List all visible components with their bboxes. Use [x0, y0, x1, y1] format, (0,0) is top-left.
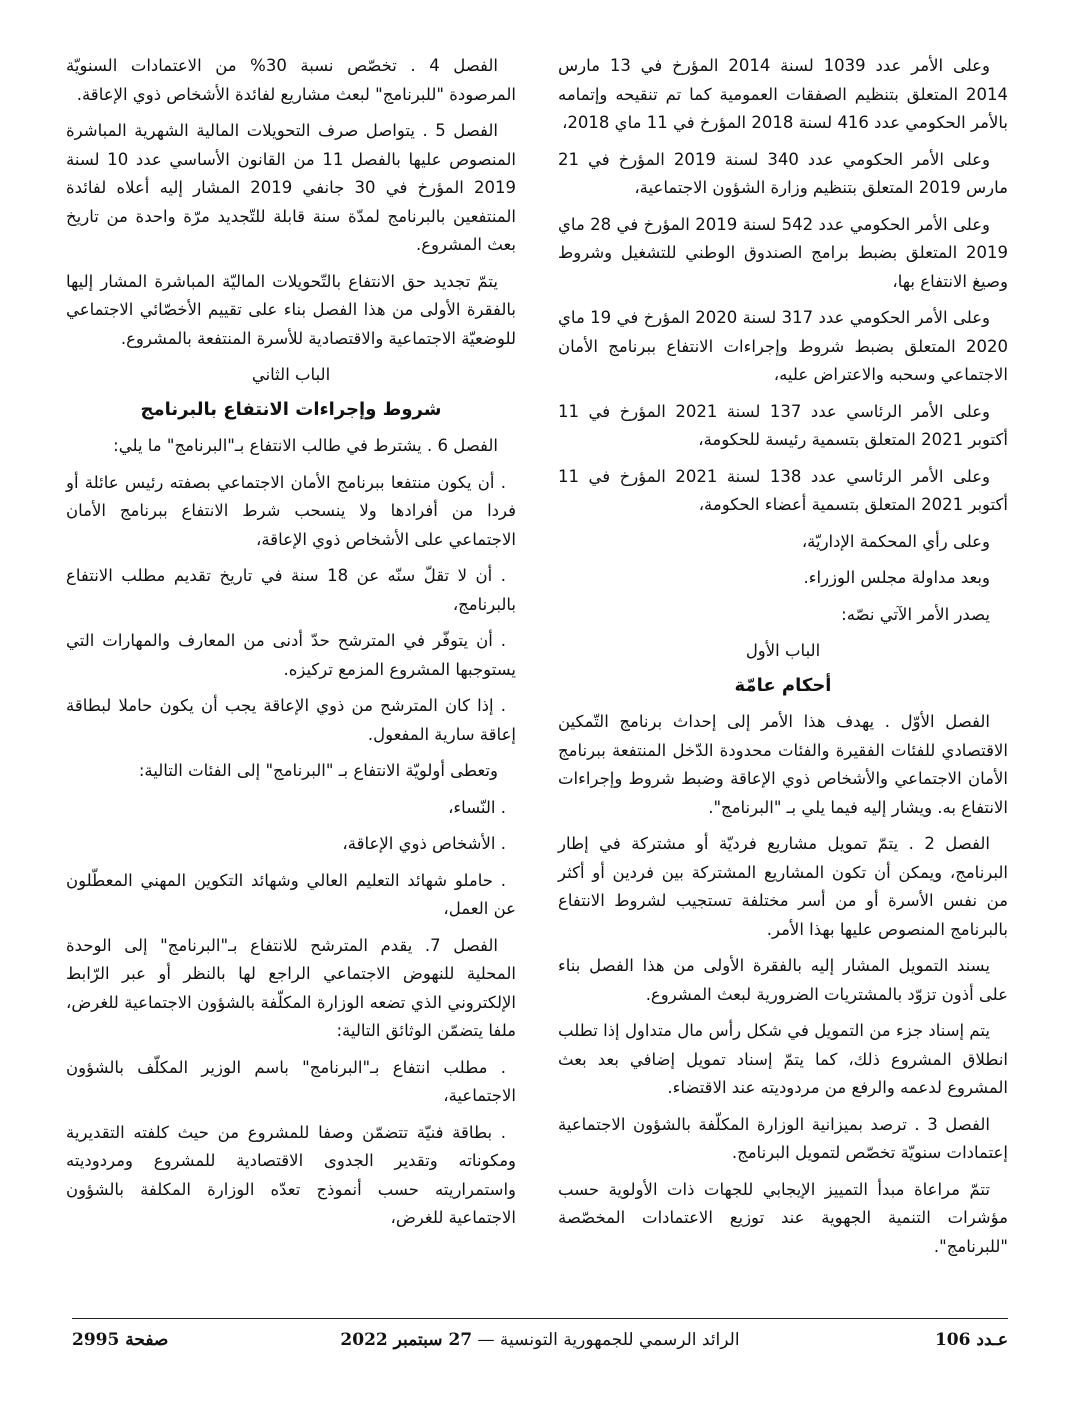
recital-paragraph: وعلى الأمر الرئاسي عدد 137 لسنة 2021 المؤرخ في 11 أكتوبر 2021 المتعلق بتسمية رئيسة للحكومة،: [558, 401, 1008, 449]
list-item: . حاملو شهائد التعليم العالي وشهائد التكوين المهني المعطّلون عن العمل،: [66, 870, 516, 918]
list-item: . النّساء،: [448, 797, 506, 817]
article-1: الفصل الأوّل . يهدف هذا الأمر إلى إحداث برنامج التّمكين الاقتصادي للفئات الفقيرة والفئات محدودة الدّخل المنتفعة ببرنامج الأمان الاجتماعي والأشخاص ذوي الإعاقة وضبط شروط وإجراءات الانتفاع به. ويشار إليه فيما يلي بـ "البرنامج".: [558, 712, 1008, 817]
article-4: الفصل 4 . تخصّص نسبة 30% من الاعتمادات السنويّة المرصودة "للبرنامج" لبعث مشاريع لفائدة الأشخاص ذوي الإعاقة.: [66, 56, 516, 104]
recital-paragraph: وعلى الأمر الحكومي عدد 340 لسنة 2019 المؤرخ في 21 مارس 2019 المتعلق بتنظيم وزارة الشؤون الاجتماعية،: [558, 149, 1008, 197]
list-item: . أن يتوفّر في المترشح حدّ أدنى من المعارف والمهارات التي يستوجبها المشروع المزمع تركيزه.: [66, 631, 516, 679]
recital-paragraph: وعلى رأي المحكمة الإداريّة،: [801, 531, 990, 551]
article-2-paragraph: يسند التمويل المشار إليه بالفقرة الأولى من هذا الفصل بناء على أذون تزوّد بالمشتريات الضرورية لبعث المشروع.: [558, 956, 1008, 1004]
article-3-paragraph: تتمّ مراعاة مبدأ التمييز الإيجابي للجهات ذات الأولوية حسب مؤشرات التنمية الجهوية عند توزيع الاعتمادات المخصّصة "للبرنامج".: [558, 1179, 1008, 1256]
recital-paragraph: وعلى الأمر الحكومي عدد 317 لسنة 2020 المؤرخ في 19 ماي 2020 المتعلق بضبط شروط وإجراءات الانتفاع ببرنامج الأمان الاجتماعي وسحبه والاعتراض عليه،: [558, 308, 1008, 384]
recital-paragraph: وعلى الأمر الرئاسي عدد 138 لسنة 2021 المؤرخ في 11 أكتوبر 2021 المتعلق بتسمية أعضاء الحكومة،: [558, 466, 1008, 514]
chapter-title: أحكام عامّة: [734, 674, 832, 696]
right-column: [558, 52, 1008, 1269]
list-item: . أن لا تقلّ سنّه عن 18 سنة في تاريخ تقديم مطلب الانتفاع بالبرنامج،: [66, 566, 516, 614]
recital-paragraph: وبعد مداولة مجلس الوزراء.: [803, 568, 990, 587]
article-2-paragraph: يتم إسناد جزء من التمويل في شكل رأس مال متداول إذا تطلب انطلاق المشروع ذلك، كما يتمّ إسناد تمويل إضافي بعد بعث المشروع لدعمه والرفع من مردوديته عند الاقتضاء.: [558, 1021, 1008, 1097]
article-3: الفصل 3 . ترصد بميزانية الوزارة المكلّفة بالشؤون الاجتماعية إعتمادات سنويّة تخصّص لتمويل البرنامج.: [558, 1114, 1008, 1162]
list-item: . الأشخاص ذوي الإعاقة،: [342, 834, 506, 853]
article-5-paragraph: يتمّ تجديد حق الانتفاع بالتّحويلات الماليّة المباشرة المشار إليها بالفقرة الأولى من هذا الفصل بناء على تقييم الأخصّائي الاجتماعي للوضعيّة الاجتماعية والاقتصادية للأسرة المنتفعة بالمشروع.: [66, 271, 516, 348]
article-2: الفصل 2 . يتمّ تمويل مشاريع فرديّة أو مشتركة في إطار البرنامج، ويمكن أن تكون المشاريع المشتركة بين فردين أو أكثر من نفس الأسرة أو من أسر مختلفة تستجيب لشروط الانتفاع بالبرنامج المنصوص عليها بهذا الأمر.: [558, 834, 1008, 939]
recital-paragraph: وعلى الأمر الحكومي عدد 542 لسنة 2019 المؤرخ في 28 ماي 2019 المتعلق بضبط برامج الصندوق الوطني للتشغيل وشروط وصيغ الانتفاع بها،: [558, 214, 1008, 291]
publication-date: 27 سبتمبر 2022: [340, 1330, 473, 1350]
list-item: . إذا كان المترشح من ذوي الإعاقة يجب أن يكون حاملا لبطاقة إعاقة سارية المفعول.: [66, 696, 516, 744]
footer-divider: [72, 1318, 1008, 1319]
page-footer: [72, 1330, 1008, 1360]
article-5: الفصل 5 . يتواصل صرف التحويلات المالية الشهرية المباشرة المنصوص عليها بالفصل 11 من القانون الأساسي عدد 10 لسنة 2019 المؤرخ في 30 جانفي 2019 المشار إليه أعلاه لفائدة المنتفعين بالبرنامج لمدّة سنة قابلة للتّجديد مرّة واحدة من تاريخ بعث المشروع.: [66, 121, 516, 254]
chapter-title: شروط وإجراءات الانتفاع بالبرنامج: [140, 398, 442, 420]
list-item: . بطاقة فنيّة تتضمّن وصفا للمشروع من حيث كلفته التقديرية ومكوناته وتقدير الجدوى الاقتصادية للمشروع ومردوديته واستمراريته حسب أنموذج تعدّه الوزارة المكلفة بالشؤون الاجتماعية للغرض،: [66, 1122, 516, 1227]
journal-title-line: [72, 1330, 1008, 1350]
recital-paragraph: وعلى الأمر عدد 1039 لسنة 2014 المؤرخ في 13 مارس 2014 المتعلق بتنظيم الصفقات العمومية كما تم تنقيحه وإتمامه بالأمر الحكومي عدد 416 لسنة 2018 المؤرخ في 11 ماي 2018،: [558, 56, 1008, 132]
article-7: الفصل 7. يقدم المترشح للانتفاع بـ"البرنامج" إلى الوحدة المحلية للنهوض الاجتماعي الراجع لها بالنظر أو عبر الرّابط الإلكتروني الذي تضعه الوزارة المكلّفة بالشؤون الاجتماعية للغرض، ملفا يتضمّن الوثائق التالية:: [66, 935, 516, 1040]
enacting-clause: يصدر الأمر الآتي نصّه:: [841, 604, 990, 624]
article-6-paragraph: وتعطى أولويّة الانتفاع بـ "البرنامج" إلى الفئات التالية:: [138, 761, 498, 780]
issue-number: عـدد 106: [934, 1330, 1008, 1350]
page-number: صفحة 2995: [72, 1330, 169, 1350]
journal-title: الرائد الرسمي للجمهورية التونسية —: [477, 1330, 740, 1350]
left-column: [66, 52, 516, 1241]
list-item: . مطلب انتفاع بـ"البرنامج" باسم الوزير المكلّف بالشؤون الاجتماعية،: [66, 1057, 516, 1105]
article-6: الفصل 6 . يشترط في طالب الانتفاع بـ"البرنامج" ما يلي:: [113, 436, 498, 455]
list-item: . أن يكون منتفعا ببرنامج الأمان الاجتماعي بصفته رئيس عائلة أو فردا من أفرادها ولا ينسحب شرط الانتفاع ببرنامج الأمان الاجتماعي على الأشخاص ذوي الإعاقة،: [66, 472, 516, 549]
chapter-label: الباب الأول: [745, 641, 821, 660]
chapter-label: الباب الثاني: [251, 365, 331, 384]
